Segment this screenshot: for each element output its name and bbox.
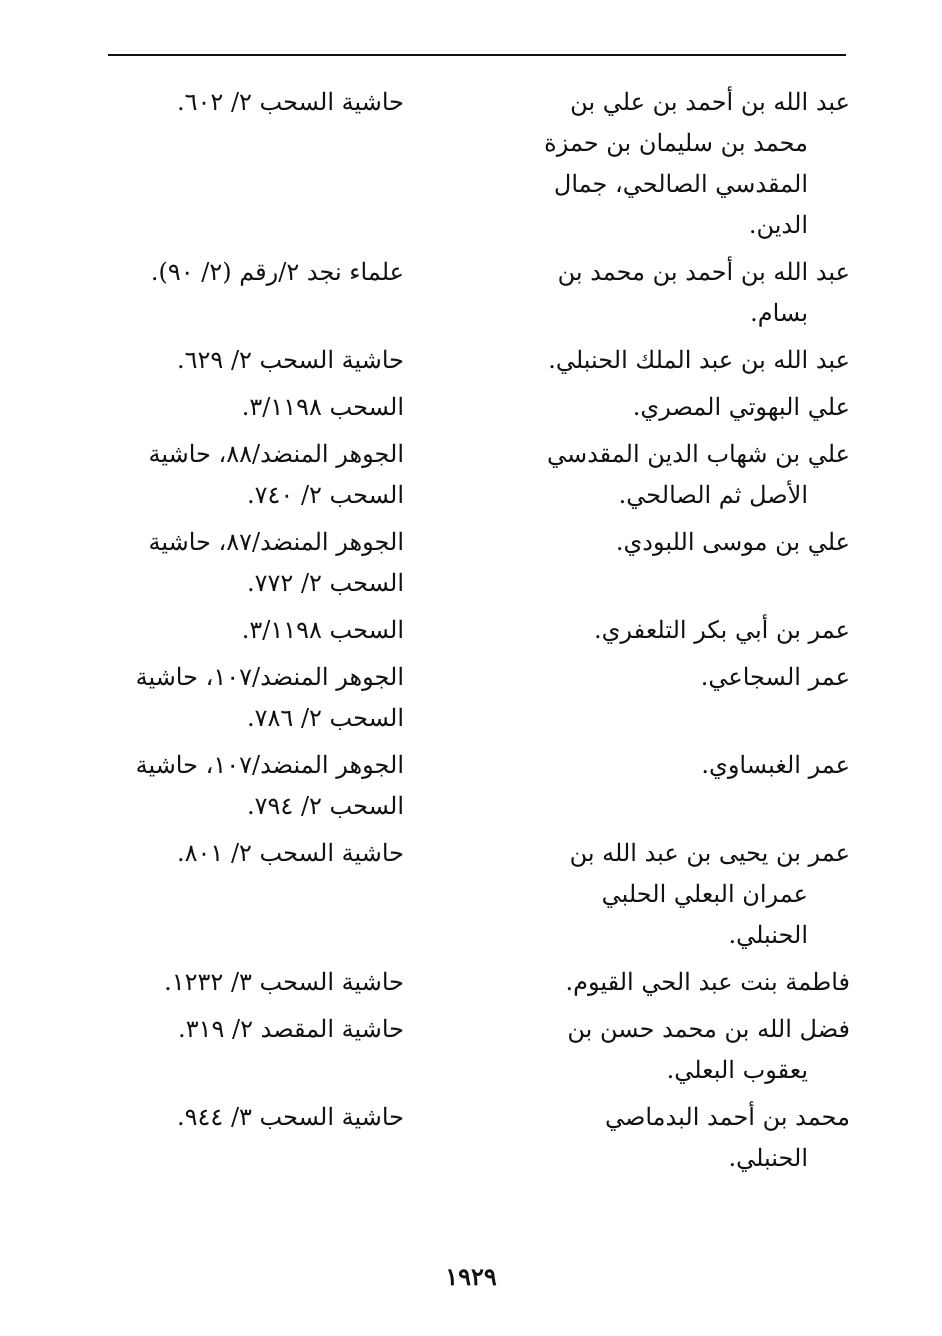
entry-name [520,1097,850,1179]
entry-name-line: المقدسي الصالحي، جمال [553,170,808,198]
entry-name [520,340,850,381]
entry-row [100,434,850,516]
entry-source-line: حاشية السحب ٣/ ٩٤٤. [177,1103,404,1131]
entry-source-line: حاشية السحب ٣/ ١٢٣٢. [164,968,404,996]
entry-name-line: الحنبلي. [728,921,808,949]
entry-row [100,833,850,956]
entry-source-line: الجوهر المنضد/١٠٧، حاشية [135,751,404,779]
entry-name-line: الدين. [748,211,808,239]
entry-source-line: حاشية السحب ٢/ ٦٠٢. [177,88,404,116]
entry-row [100,610,850,651]
entry-name [520,962,850,1003]
entry-row [100,962,850,1003]
entry-source-line: السحب ٣/١١٩٨. [241,616,404,644]
entry-source [104,962,404,1003]
entry-source-line: حاشية السحب ٢/ ٦٢٩. [177,346,404,374]
page-number: ١٩٢٩ [445,1262,497,1291]
entry-source-line: السحب ٣/١١٩٨. [241,393,404,421]
entry-source-line: السحب ٢/ ٧٧٢. [247,569,404,597]
entry-name-line: الأصل ثم الصالحي. [618,481,808,509]
entry-source [104,522,404,604]
entry-name-line: عمر بن يحيى بن عبد الله بن [569,839,850,867]
entry-source [104,610,404,651]
entry-name-line: عمر السجاعي. [700,663,850,691]
entry-row [100,657,850,739]
entry-row [100,387,850,428]
entry-name-line: فاطمة بنت عبد الحي القيوم. [565,968,850,996]
entry-row [100,252,850,334]
entry-name [520,657,850,698]
entry-row [100,340,850,381]
entry-source-line: حاشية السحب ٢/ ٨٠١. [177,839,404,867]
entry-source [104,434,404,516]
entry-name [520,833,850,956]
entry-source [104,657,404,739]
entry-name [520,82,850,246]
entry-name [520,434,850,516]
entry-source [104,387,404,428]
entry-source [104,82,404,123]
entry-source-line: الجوهر المنضد/٨٨، حاشية [148,440,404,468]
entry-source-line: علماء نجد ٢/رقم (٢/ ٩٠). [150,258,404,286]
entry-source [104,1009,404,1050]
entry-source-line: الجوهر المنضد/١٠٧، حاشية [135,663,404,691]
entry-source-line: الجوهر المنضد/٨٧، حاشية [148,528,404,556]
entry-name-line: فضل الله بن محمد حسن بن [567,1015,850,1043]
entry-name-line: علي بن شهاب الدين المقدسي [546,440,850,468]
entry-name [520,252,850,334]
entry-source-line: السحب ٢/ ٧٩٤. [247,792,404,820]
entries-list [100,82,850,1185]
entry-name-line: عبد الله بن أحمد بن محمد بن [557,258,850,286]
entry-source [104,745,404,827]
entry-name [520,1009,850,1091]
entry-name-line: الحنبلي. [728,1144,808,1172]
entry-row [100,1097,850,1179]
entry-row [100,82,850,246]
entry-name [520,610,850,651]
entry-source-line: السحب ٢/ ٧٨٦. [247,704,404,732]
entry-row [100,522,850,604]
entry-source [104,340,404,381]
entry-name-line: عمر بن أبي بكر التلعفري. [594,616,850,644]
top-rule [108,54,846,56]
entry-name-line: عبد الله بن أحمد بن علي بن [570,88,850,116]
entry-name-line: بسام. [750,299,808,327]
entry-name-line: يعقوب البعلي. [666,1056,808,1084]
entry-name [520,522,850,563]
entry-name-line: علي البهوتي المصري. [632,393,850,421]
entry-name [520,387,850,428]
entry-source [104,833,404,874]
entry-row [100,745,850,827]
entry-name-line: محمد بن سليمان بن حمزة [544,129,808,157]
entry-name-line: عبد الله بن عبد الملك الحنبلي. [548,346,850,374]
entry-name-line: عمران البعلي الحلبي [601,880,808,908]
entry-source-line: حاشية المقصد ٢/ ٣١٩. [178,1015,404,1043]
entry-name-line: عمر الغبساوي. [701,751,850,779]
entry-source-line: السحب ٢/ ٧٤٠. [247,481,404,509]
entry-row [100,1009,850,1091]
entry-name-line: محمد بن أحمد البدماصي [604,1103,850,1131]
entry-source [104,1097,404,1138]
entry-source [104,252,404,293]
entry-name-line: علي بن موسى اللبودي. [615,528,850,556]
entry-name [520,745,850,786]
